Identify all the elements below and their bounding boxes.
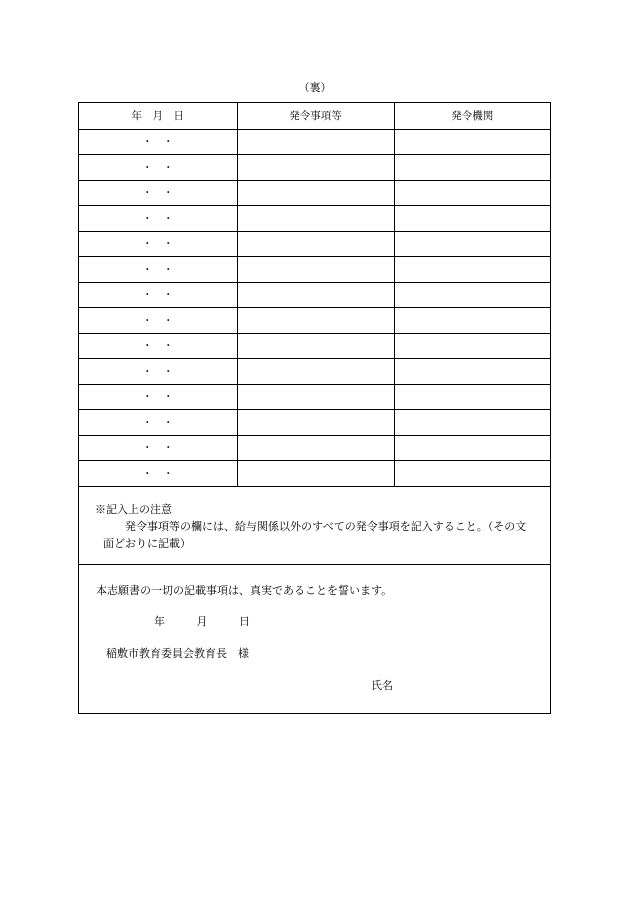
org-cell[interactable] bbox=[394, 333, 550, 359]
oath-section bbox=[79, 565, 550, 713]
table-row bbox=[79, 282, 550, 308]
table-header-row bbox=[79, 103, 550, 129]
header-date: 年 月 日 bbox=[79, 103, 237, 129]
item-cell[interactable] bbox=[237, 155, 394, 181]
org-cell[interactable] bbox=[394, 308, 550, 334]
date-cell[interactable]: ・ ・ bbox=[79, 129, 237, 155]
table-row bbox=[79, 308, 550, 334]
org-cell[interactable] bbox=[394, 180, 550, 206]
table-row bbox=[79, 257, 550, 283]
item-cell[interactable] bbox=[237, 180, 394, 206]
date-cell[interactable]: ・ ・ bbox=[79, 333, 237, 359]
date-cell[interactable]: ・ ・ bbox=[79, 257, 237, 283]
date-cell[interactable]: ・ ・ bbox=[79, 206, 237, 232]
table-row bbox=[79, 129, 550, 155]
date-cell[interactable]: ・ ・ bbox=[79, 384, 237, 410]
org-cell[interactable] bbox=[394, 282, 550, 308]
table-body bbox=[79, 129, 550, 486]
signature-name-label[interactable]: 氏名 bbox=[371, 678, 393, 692]
item-cell[interactable] bbox=[237, 435, 394, 461]
item-cell[interactable] bbox=[237, 206, 394, 232]
table-row bbox=[79, 333, 550, 359]
item-cell[interactable] bbox=[237, 257, 394, 283]
notes-section bbox=[79, 487, 550, 565]
item-cell[interactable] bbox=[237, 282, 394, 308]
item-cell[interactable] bbox=[237, 333, 394, 359]
table-row bbox=[79, 231, 550, 257]
item-cell[interactable] bbox=[237, 359, 394, 385]
item-cell[interactable] bbox=[237, 384, 394, 410]
date-cell[interactable]: ・ ・ bbox=[79, 231, 237, 257]
org-cell[interactable] bbox=[394, 435, 550, 461]
org-cell[interactable] bbox=[394, 206, 550, 232]
oath-addressee: 稲敷市教育委員会教育長 様 bbox=[106, 646, 249, 660]
table-row bbox=[79, 206, 550, 232]
org-cell[interactable] bbox=[394, 231, 550, 257]
org-cell[interactable] bbox=[394, 410, 550, 436]
item-cell[interactable] bbox=[237, 308, 394, 334]
notes-title: ※記入上の注意 bbox=[95, 502, 172, 516]
table-row bbox=[79, 461, 550, 487]
org-cell[interactable] bbox=[394, 257, 550, 283]
header-org: 発令機関 bbox=[394, 103, 550, 129]
notes-body: 発令事項等の欄には、給与関係以外のすべての発令事項を記入すること。（その文面どおりに記載） bbox=[103, 519, 527, 550]
item-cell[interactable] bbox=[237, 410, 394, 436]
table-row bbox=[79, 359, 550, 385]
date-cell[interactable]: ・ ・ bbox=[79, 410, 237, 436]
date-cell[interactable]: ・ ・ bbox=[79, 155, 237, 181]
table-row bbox=[79, 410, 550, 436]
header-item: 発令事項等 bbox=[237, 103, 394, 129]
oath-date-day: 日 bbox=[239, 614, 250, 628]
org-cell[interactable] bbox=[394, 359, 550, 385]
table-row bbox=[79, 180, 550, 206]
table-row bbox=[79, 384, 550, 410]
oath-date-month: 月 bbox=[196, 614, 208, 628]
org-cell[interactable] bbox=[394, 155, 550, 181]
item-cell[interactable] bbox=[237, 231, 394, 257]
table-row bbox=[79, 435, 550, 461]
table-row bbox=[79, 155, 550, 181]
application-form bbox=[78, 102, 551, 714]
page-label: （裏） bbox=[298, 81, 332, 94]
org-cell[interactable] bbox=[394, 384, 550, 410]
org-cell[interactable] bbox=[394, 461, 550, 487]
date-cell[interactable]: ・ ・ bbox=[79, 359, 237, 385]
item-cell[interactable] bbox=[237, 461, 394, 487]
org-cell[interactable] bbox=[394, 129, 550, 155]
date-cell[interactable]: ・ ・ bbox=[79, 308, 237, 334]
date-cell[interactable]: ・ ・ bbox=[79, 180, 237, 206]
date-cell[interactable]: ・ ・ bbox=[79, 435, 237, 461]
date-cell[interactable]: ・ ・ bbox=[79, 282, 237, 308]
oath-statement: 本志願書の一切の記載事項は、真実であることを誓います。 bbox=[96, 583, 393, 597]
item-cell[interactable] bbox=[237, 129, 394, 155]
date-cell[interactable]: ・ ・ bbox=[79, 461, 237, 487]
appointment-history-table bbox=[79, 103, 550, 487]
oath-date-year: 年 bbox=[154, 614, 165, 628]
oath-date[interactable] bbox=[154, 613, 278, 629]
